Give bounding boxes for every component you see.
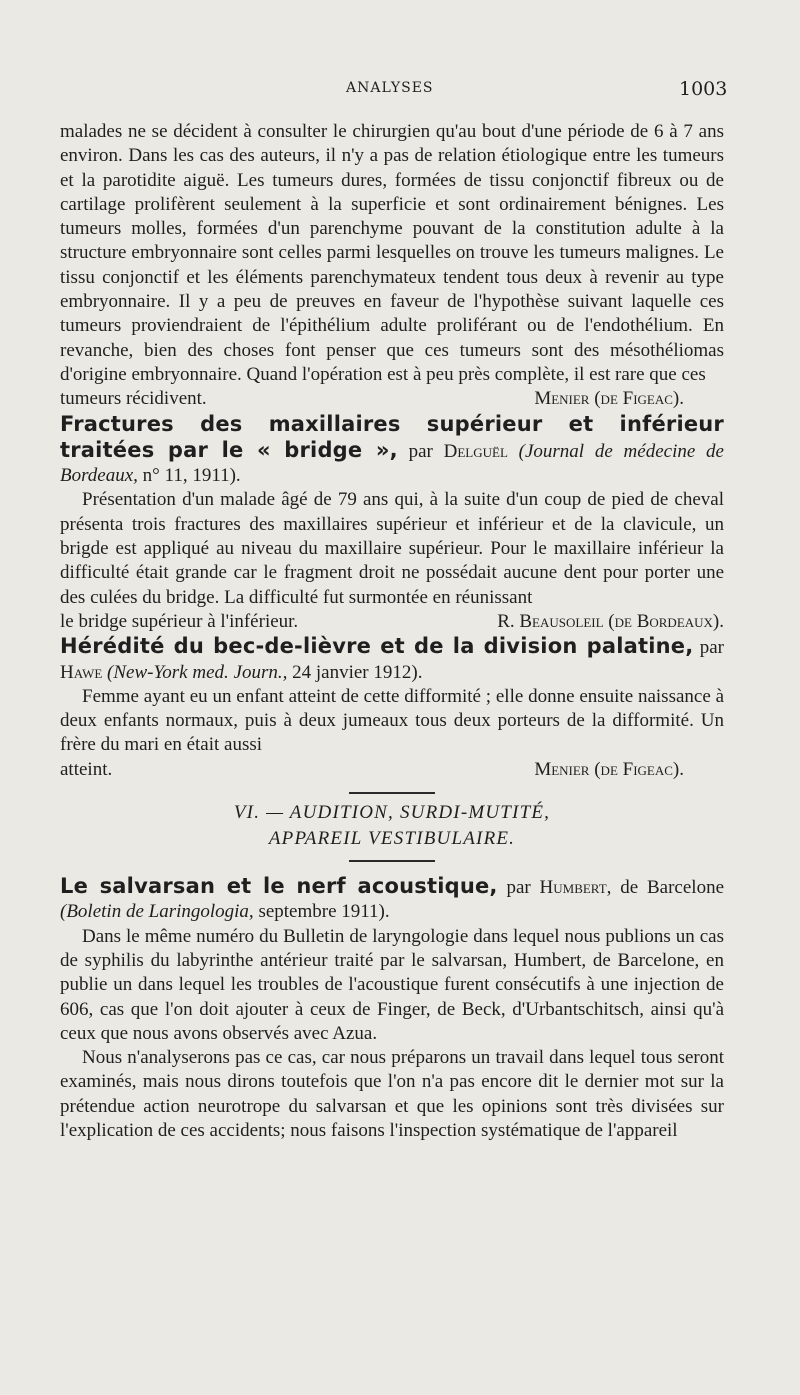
article4-paragraph-1: Dans le même numéro du Bulletin de laryngologie dans lequel nous publions un cas de syphilis du labyrinthe antérieur traité par le salvarsan, Humbert, de Barcelone, en publie un dans lequel les troubles de l'acoustique furent consécutifs à une injection de 606, cas que l'on doit ajouter à ceux de Finger, de Beck, d'Urbantschitsch, ainsi qu'à ceux que nous avons observés avec Azua. [60, 925, 724, 1044]
section-heading-line1: VI. — AUDITION, SURDI-MUTITÉ, [233, 802, 551, 824]
section-rule-top [349, 792, 435, 794]
article3-signature-line: atteint. Menier (de Figeac). [60, 758, 724, 782]
article1-signature: Menier (de Figeac). [534, 388, 684, 410]
article4-author: Humbert [539, 877, 607, 899]
article3-source: (New-York med. Journ., [107, 661, 288, 683]
article4-paragraph-2: Nous n'analyserons pas ce cas, car nous préparons un travail dans lequel tous seront examinés, mais nous dirons toutefois que l'on n'a pas encore dit le dernier mot sur la prétendue action neurotrope du salvarsan et que les opinions sont très divisées sur l'explication de ces accidents; nous faisons l'inspection systématique de l'appareil [60, 1047, 724, 1141]
article3-paragraph: Femme ayant eu un enfant atteint de cette difformité ; elle donne ensuite naissance à deux enfants normaux, puis à deux jumeaux tous deux porteurs de la difformité. Un frère du mari en était aussi [60, 685, 724, 756]
article2-source: (Journal de médecine de Bordeaux, [60, 440, 724, 487]
article3-title: Hérédité du bec-de-lièvre et de la division palatine, [60, 634, 694, 659]
article2-paragraph: Présentation d'un malade âgé de 79 ans qui, à la suite d'un coup de pied de cheval présenta trois fractures des maxillaires supérieur et inférieur et de la clavicule, un brigde est appliqué au niveau du maxillaire supérieur. Pour le maxillaire inférieur la difficulté était grande car le fragment droit ne possédait aucune dent pour porter une des culées du bridge. La difficulté fut surmontée en réunissant [60, 489, 724, 608]
article4-heading: Le salvarsan et le nerf acoustique, par Humbert, de Barcelone (Boletin de Laringologia, septembre 1911). [60, 874, 724, 923]
section-heading-line2: APPAREIL VESTIBULAIRE. [268, 828, 516, 850]
article4-source: (Boletin de Laringologia, [60, 901, 254, 923]
article2-signature: R. Beausoleil (de Bordeaux). [497, 610, 724, 632]
article3-author: Hawe [60, 661, 103, 683]
article3-signature: Menier (de Figeac). [534, 758, 684, 780]
running-title: ANALYSES [346, 80, 434, 96]
article2-title: Fractures des maxillaires supérieur et inférieur traitées par le « bridge », [60, 411, 724, 462]
article1-paragraph: malades ne se décident à consulter le chirurgien qu'au bout d'une période de 6 à 7 ans environ. Dans les cas des auteurs, il n'y a pas de relation étiologique entre les tumeurs et la parotidite aiguë. Les tumeurs dures, formées de tissu conjonctif fibreux ou de cartilage prolifèrent seulement à la superficie et sont ordinairement bénignes. Les tumeurs molles, formées d'un parenchyme pouvant de la constitution adulte à la structure embryonnaire sont celles parmi lesquelles on trouve les tumeurs malignes. Le tissu conjonctif et les éléments parenchymateux tendent tous deux à revenir au type embryonnaire. Il y a peu de preuves en faveur de l'hypothèse suivant laquelle ces tumeurs proviendraient de l'épithélium adulte proliférant ou de l'endothélium. En revanche, bien des choses font penser que ces tumeurs sont des mésothéliomas d'origine embryonnaire. Quand l'opération est à peu près complète, il est rare que ces [60, 121, 724, 385]
body-text [60, 120, 724, 1143]
article4-title: Le salvarsan et le nerf acoustique, [60, 874, 498, 899]
section-heading [60, 800, 724, 852]
page-number: 1003 [679, 78, 728, 100]
article2-heading: Fractures des maxillaires supérieur et inférieur traitées par le « bridge », par Delguël (Journal de médecine de Bordeaux, n° 11, 1911). [60, 411, 724, 487]
article3-heading: Hérédité du bec-de-lièvre et de la division palatine, par Hawe (New-York med. Journ., 24 janvier 1912). [60, 634, 724, 683]
article1-signature-line: tumeurs récidivent. Menier (de Figeac). [60, 387, 724, 411]
article2-signature-line: le bridge supérieur à l'inférieur. R. Beausoleil (de Bordeaux). [60, 610, 724, 634]
article2-author: Delguël [443, 440, 508, 462]
page-header [0, 78, 800, 100]
